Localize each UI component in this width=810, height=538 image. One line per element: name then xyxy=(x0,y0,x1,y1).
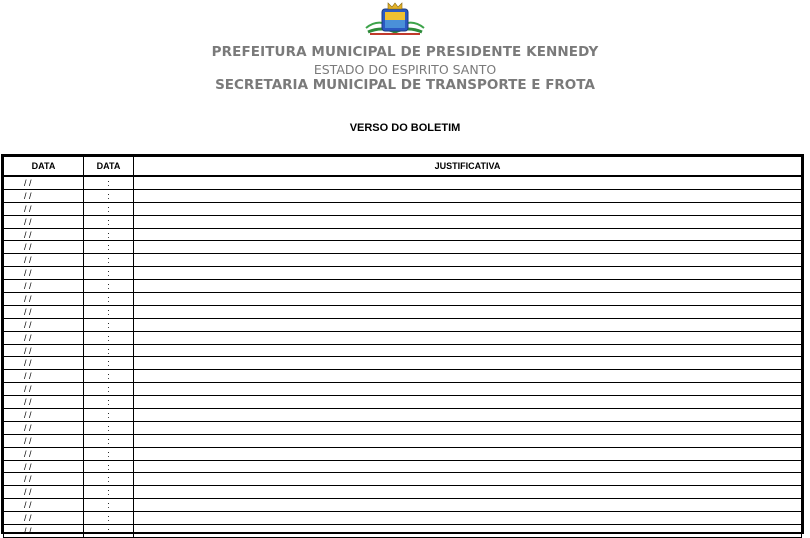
time-cell[interactable]: : xyxy=(84,241,134,254)
time-cell[interactable]: : xyxy=(84,331,134,344)
table-row xyxy=(4,305,802,318)
time-cell[interactable]: : xyxy=(84,293,134,306)
time-cell[interactable]: : xyxy=(84,473,134,486)
date-cell[interactable]: / / xyxy=(4,305,84,318)
table-header-row xyxy=(4,157,802,177)
date-cell[interactable]: / / xyxy=(4,176,84,189)
table-row xyxy=(4,344,802,357)
time-cell[interactable]: : xyxy=(84,305,134,318)
table-row xyxy=(4,383,802,396)
date-cell[interactable]: / / xyxy=(4,409,84,422)
date-cell[interactable]: / / xyxy=(4,525,84,538)
justification-cell[interactable] xyxy=(134,357,802,370)
time-cell[interactable]: : xyxy=(84,447,134,460)
header-state: ESTADO DO ESPIRITO SANTO xyxy=(313,62,497,77)
justification-cell[interactable] xyxy=(134,447,802,460)
justification-cell[interactable] xyxy=(134,434,802,447)
table-row xyxy=(4,447,802,460)
date-cell[interactable]: / / xyxy=(4,189,84,202)
time-cell[interactable]: : xyxy=(84,357,134,370)
date-cell[interactable]: / / xyxy=(4,318,84,331)
justification-cell[interactable] xyxy=(134,396,802,409)
justification-cell[interactable] xyxy=(134,460,802,473)
time-cell[interactable]: : xyxy=(84,344,134,357)
table-row xyxy=(4,293,802,306)
date-cell[interactable]: / / xyxy=(4,254,84,267)
time-cell[interactable]: : xyxy=(84,318,134,331)
date-cell[interactable]: / / xyxy=(4,512,84,525)
date-cell[interactable]: / / xyxy=(4,473,84,486)
justification-cell[interactable] xyxy=(134,202,802,215)
date-cell[interactable]: / / xyxy=(4,241,84,254)
date-cell[interactable]: / / xyxy=(4,460,84,473)
justification-cell[interactable] xyxy=(134,176,802,189)
justification-cell[interactable] xyxy=(134,383,802,396)
justification-cell[interactable] xyxy=(134,512,802,525)
table-row xyxy=(4,215,802,228)
time-cell[interactable]: : xyxy=(84,434,134,447)
justification-cell[interactable] xyxy=(134,473,802,486)
date-cell[interactable]: / / xyxy=(4,344,84,357)
table-row xyxy=(4,331,802,344)
time-cell[interactable]: : xyxy=(84,396,134,409)
justification-cell[interactable] xyxy=(134,280,802,293)
date-cell[interactable]: / / xyxy=(4,396,84,409)
time-cell[interactable]: : xyxy=(84,499,134,512)
time-cell[interactable]: : xyxy=(84,280,134,293)
justification-cell[interactable] xyxy=(134,293,802,306)
time-cell[interactable]: : xyxy=(84,383,134,396)
time-cell[interactable]: : xyxy=(84,215,134,228)
municipal-crest-icon xyxy=(362,2,428,38)
table-row xyxy=(4,254,802,267)
justification-cell[interactable] xyxy=(134,370,802,383)
document-title: VERSO DO BOLETIM xyxy=(349,122,461,134)
time-cell[interactable]: : xyxy=(84,176,134,189)
justification-cell[interactable] xyxy=(134,254,802,267)
date-cell[interactable]: / / xyxy=(4,331,84,344)
table-row xyxy=(4,396,802,409)
time-cell[interactable]: : xyxy=(84,525,134,538)
justification-cell[interactable] xyxy=(134,421,802,434)
justification-cell[interactable] xyxy=(134,331,802,344)
date-cell[interactable]: / / xyxy=(4,293,84,306)
table-row xyxy=(4,189,802,202)
date-cell[interactable]: / / xyxy=(4,370,84,383)
header-municipality: PREFEITURA MUNICIPAL DE PRESIDENTE KENNEDY xyxy=(211,44,599,60)
column-header-justification: JUSTIFICATIVA xyxy=(134,157,802,177)
date-cell[interactable]: / / xyxy=(4,499,84,512)
table-row xyxy=(4,241,802,254)
date-cell[interactable]: / / xyxy=(4,267,84,280)
table-row xyxy=(4,228,802,241)
date-cell[interactable]: / / xyxy=(4,421,84,434)
time-cell[interactable]: : xyxy=(84,202,134,215)
table-row xyxy=(4,421,802,434)
table-row xyxy=(4,318,802,331)
table-row xyxy=(4,512,802,525)
table-row xyxy=(4,280,802,293)
justification-cell[interactable] xyxy=(134,189,802,202)
table-row xyxy=(4,499,802,512)
table-row xyxy=(4,176,802,189)
date-cell[interactable]: / / xyxy=(4,202,84,215)
time-cell[interactable]: : xyxy=(84,254,134,267)
time-cell[interactable]: : xyxy=(84,421,134,434)
date-cell[interactable]: / / xyxy=(4,280,84,293)
time-cell[interactable]: : xyxy=(84,267,134,280)
justification-cell[interactable] xyxy=(134,486,802,499)
table-row xyxy=(4,434,802,447)
table-row xyxy=(4,409,802,422)
date-cell[interactable]: / / xyxy=(4,486,84,499)
time-cell[interactable]: : xyxy=(84,370,134,383)
date-cell[interactable]: / / xyxy=(4,447,84,460)
table-row xyxy=(4,370,802,383)
time-cell[interactable]: : xyxy=(84,409,134,422)
time-cell[interactable]: : xyxy=(84,189,134,202)
date-cell[interactable]: / / xyxy=(4,434,84,447)
time-cell[interactable]: : xyxy=(84,460,134,473)
justification-cell[interactable] xyxy=(134,267,802,280)
table-row xyxy=(4,267,802,280)
column-header-date: DATA xyxy=(4,157,84,177)
justification-cell[interactable] xyxy=(134,409,802,422)
table-row xyxy=(4,486,802,499)
justification-cell[interactable] xyxy=(134,344,802,357)
column-header-date-2: DATA xyxy=(84,157,134,177)
justification-cell[interactable] xyxy=(134,241,802,254)
date-cell[interactable]: / / xyxy=(4,228,84,241)
justification-cell[interactable] xyxy=(134,228,802,241)
date-cell[interactable]: / / xyxy=(4,357,84,370)
date-cell[interactable]: / / xyxy=(4,383,84,396)
table-row xyxy=(4,202,802,215)
header-department: SECRETARIA MUNICIPAL DE TRANSPORTE E FROTA xyxy=(215,77,595,93)
date-cell[interactable]: / / xyxy=(4,215,84,228)
time-cell[interactable]: : xyxy=(84,486,134,499)
table-row xyxy=(4,473,802,486)
justification-cell[interactable] xyxy=(134,318,802,331)
time-cell[interactable]: : xyxy=(84,512,134,525)
time-cell[interactable]: : xyxy=(84,228,134,241)
justification-table xyxy=(1,154,804,534)
table-row xyxy=(4,357,802,370)
justification-cell[interactable] xyxy=(134,305,802,318)
justification-cell[interactable] xyxy=(134,499,802,512)
justification-cell[interactable] xyxy=(134,215,802,228)
table-row xyxy=(4,460,802,473)
